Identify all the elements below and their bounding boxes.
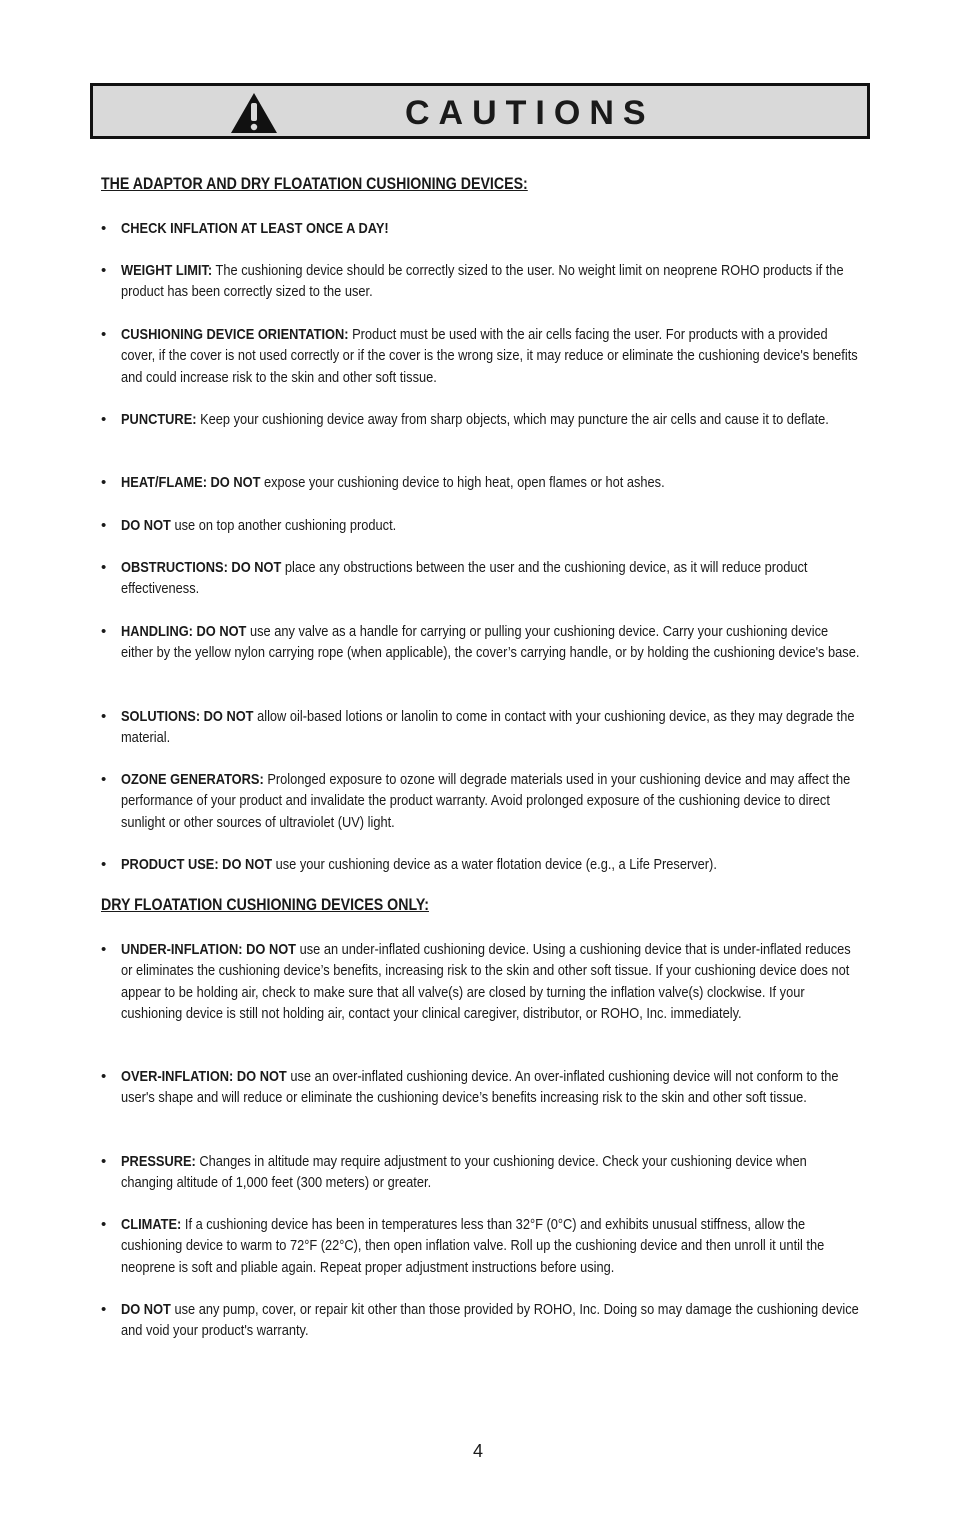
item-text: use on top another cushioning product.: [174, 517, 397, 534]
bullet-icon: •: [101, 856, 107, 873]
item-label: OZONE GENERATORS:: [121, 771, 264, 788]
section-heading-adaptor: THE ADAPTOR AND DRY FLOATATION CUSHIONING DEVICES:: [101, 175, 528, 193]
item-label: CUSHIONING DEVICE ORIENTATION:: [121, 326, 349, 343]
item-text: use any pump, cover, or repair kit other than those provided by ROHO, Inc. Doing so may damage the cushioning device and void your product's warranty.: [121, 1301, 859, 1340]
item-label: CLIMATE:: [121, 1216, 182, 1233]
item-label: DO NOT: [121, 517, 171, 534]
item-text: expose your cushioning device to high heat, open flames or hot ashes.: [263, 474, 665, 491]
item-label: OVER-INFLATION: DO NOT: [121, 1068, 287, 1085]
cautions-banner: [90, 83, 870, 139]
bullet-icon: •: [101, 474, 107, 491]
item-text: If a cushioning device has been in temperatures less than 32°F (0°C) and exhibits unusual stiffness, allow the cushioning device to warm to 72°F (22°C), then open inflation valve. Roll up the cushioning device and then unroll it until the neoprene is soft and pliable again. Repeat proper adjustment instructions before using.: [121, 1216, 825, 1276]
bullet-icon: •: [101, 1301, 107, 1318]
item-label: CHECK INFLATION AT LEAST ONCE A DAY!: [121, 220, 389, 237]
item-label: HEAT/FLAME: DO NOT: [121, 474, 261, 491]
bullet-icon: •: [101, 220, 107, 237]
item-text: use any valve as a handle for carrying or pulling your cushioning device. Carry your cushioning device either by the yellow nylon carrying rope (when applicable), the cover’s carrying handle, or by holding the cushioning device's base.: [121, 623, 860, 662]
bullet-icon: •: [101, 326, 107, 343]
item-label: PRODUCT USE: DO NOT: [121, 856, 273, 873]
item-label: PUNCTURE:: [121, 411, 197, 428]
bullet-icon: •: [101, 771, 107, 788]
item-text: use an over-inflated cushioning device. An over-inflated cushioning device will not conform to the user's shape and will reduce or eliminate the cushioning device’s benefits increasing risk to the skin and other soft tissue.: [121, 1068, 839, 1107]
item-text: Keep your cushioning device away from sharp objects, which may puncture the air cells and cause it to deflate.: [200, 411, 829, 428]
item-label: SOLUTIONS: DO NOT: [121, 708, 254, 725]
item-label: HANDLING: DO NOT: [121, 623, 247, 640]
bullet-icon: •: [101, 623, 107, 640]
bullet-icon: •: [101, 262, 107, 279]
section-heading-dry-floatation: DRY FLOATATION CUSHIONING DEVICES ONLY:: [101, 896, 429, 914]
bullet-icon: •: [101, 517, 107, 534]
item-label: WEIGHT LIMIT:: [121, 262, 213, 279]
item-label: OBSTRUCTIONS: DO NOT: [121, 559, 282, 576]
bullet-icon: •: [101, 1068, 107, 1085]
item-label: PRESSURE:: [121, 1153, 196, 1170]
item-text: The cushioning device should be correctly sized to the user. No weight limit on neoprene ROHO products if the product has been correctly sized to the user.: [121, 262, 844, 301]
item-text: Product must be used with the air cells facing the user. For products with a provided cover, if the cover is not used correctly or if the cover is the wrong size, it may reduce or eliminate the cushioning device's benefits and could increase risk to the skin and other soft tissue.: [121, 326, 858, 386]
item-text: allow oil-based lotions or lanolin to come in contact with your cushioning device, as they may degrade the material.: [121, 708, 855, 747]
item-text: use your cushioning device as a water flotation device (e.g., a Life Preserver).: [275, 856, 717, 873]
item-text: use an under-inflated cushioning device. Using a cushioning device that is under-inflated reduces or eliminates the cushioning device’s benefits, increasing risk to the skin and other soft tissue. If your cushioning device does not appear to be holding air, check to make sure that all valve(s) are closed by turning the inflation valve(s) clockwise. If your cushioning device is still not holding air, contact your clinical caregiver, distributor, or ROHO, Inc. immediately.: [121, 941, 851, 1022]
banner-title: CAUTIONS: [405, 94, 655, 132]
bullet-icon: •: [101, 708, 107, 725]
bullet-icon: •: [101, 941, 107, 958]
item-text: Prolonged exposure to ozone will degrade materials used in your cushioning device and may affect the performance of your product and invalidate the product warranty. Avoid prolonged exposure of the cushioning device to direct sunlight or other sources of ultraviolet (UV) light.: [121, 771, 851, 831]
page-number: 4: [472, 1441, 483, 1461]
item-label: UNDER-INFLATION: DO NOT: [121, 941, 297, 958]
bullet-icon: •: [101, 1153, 107, 1170]
bullet-icon: •: [101, 559, 107, 576]
bullet-icon: •: [101, 411, 107, 428]
item-text: place any obstructions between the user and the cushioning device, as it will reduce product effectiveness.: [121, 559, 808, 598]
bullet-icon: •: [101, 1216, 107, 1233]
item-label: DO NOT: [121, 1301, 171, 1318]
warning-triangle-icon: [229, 91, 279, 135]
item-text: Changes in altitude may require adjustment to your cushioning device. Check your cushioning device when changing altitude of 1,000 feet (300 meters) or greater.: [121, 1153, 807, 1192]
